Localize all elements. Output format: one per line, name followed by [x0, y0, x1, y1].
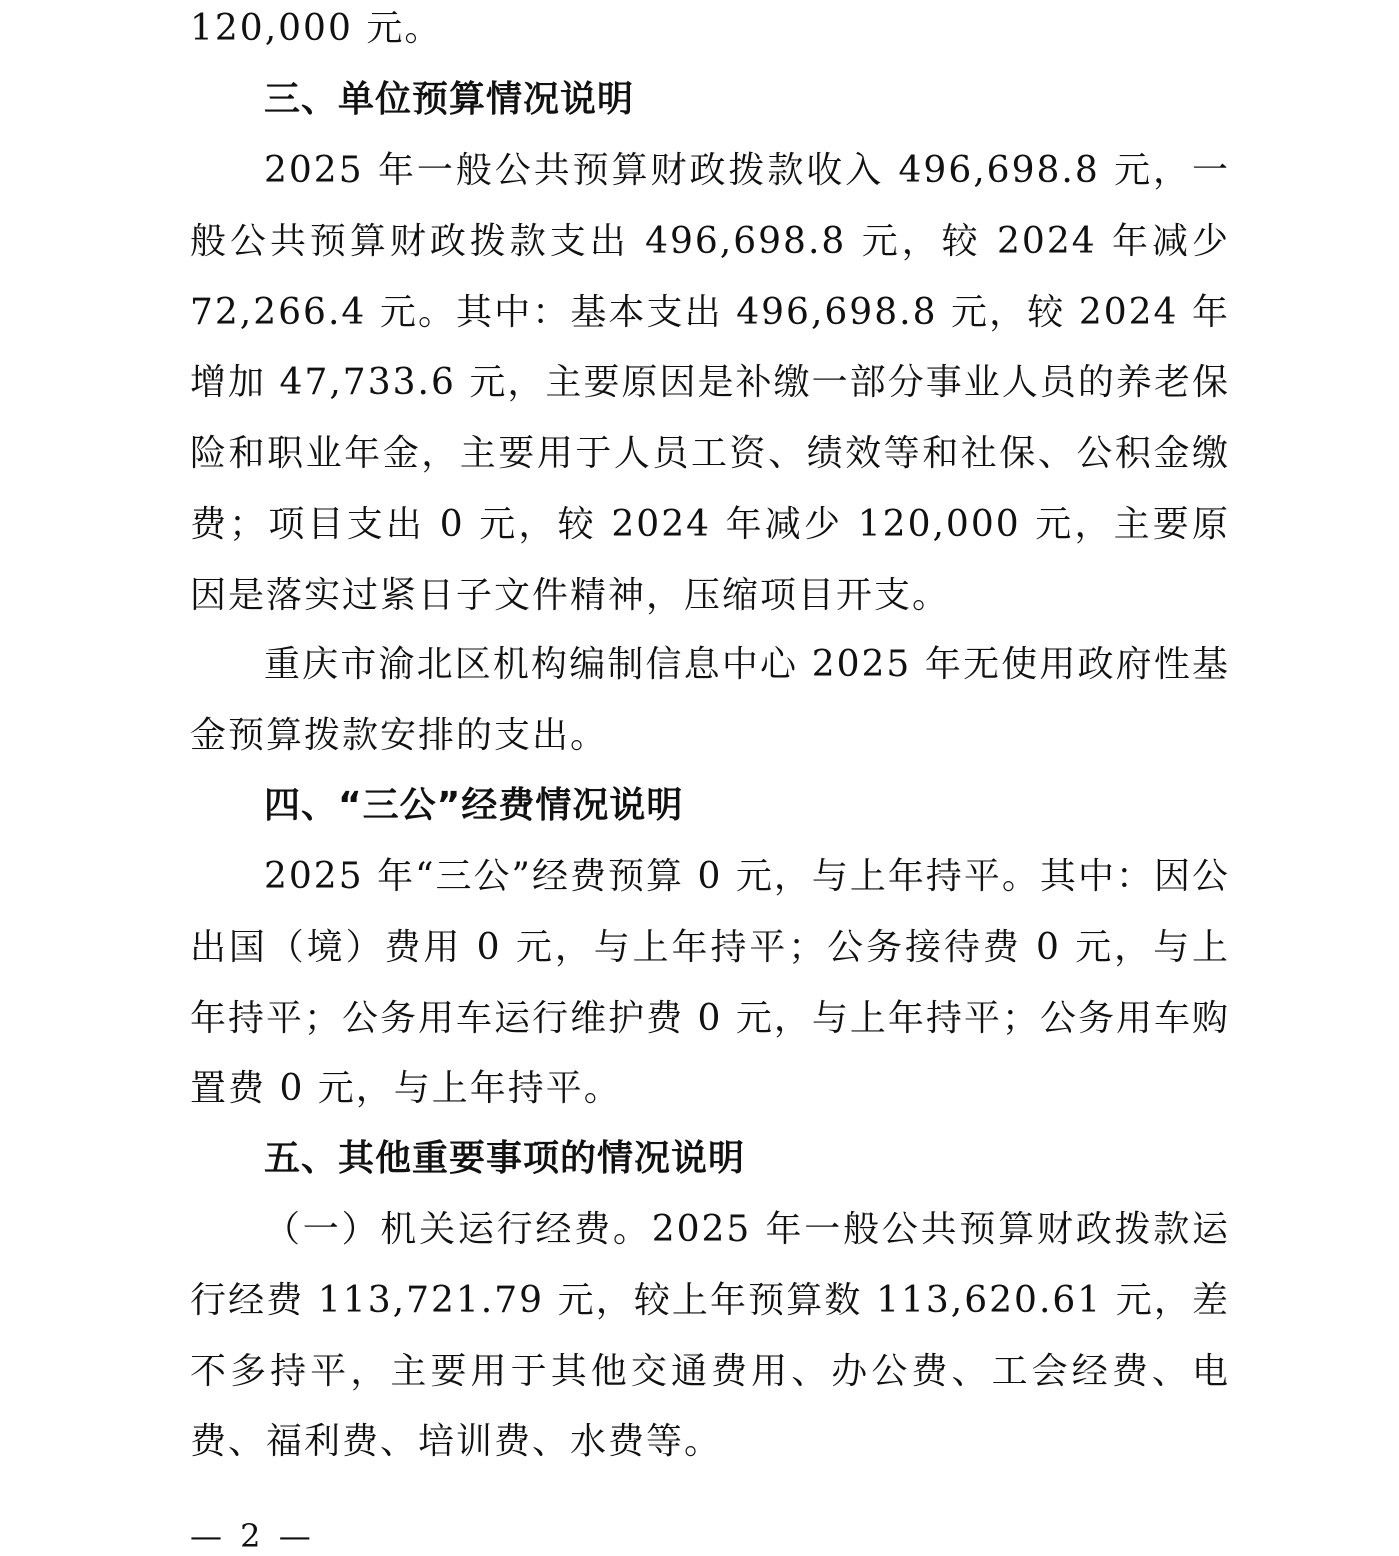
page-number: — 2 — [190, 1517, 315, 1555]
section-5-heading: 五、其他重要事项的情况说明 [264, 1138, 746, 1179]
section-4-paragraph-1: 2025 年“三公”经费预算 0 元，与上年持平。其中：因公出国（境）费用 0 元，与上年持平；公务接待费 0 元，与上年持平；公务用车运行维护费 0 元，与上年持平；公务用车购置费 0 元，与上年持平。 [190, 856, 1230, 1110]
section-3-paragraph-2: 重庆市渝北区机构编制信息中心 2025 年无使用政府性基金预算拨款安排的支出。 [190, 644, 1230, 756]
section-4-heading: 四、“三公”经费情况说明 [264, 785, 684, 826]
section-3-paragraph-1: 2025 年一般公共预算财政拨款收入 496,698.8 元，一般公共预算财政拨款支出 496,698.8 元，较 2024 年减少 72,266.4 元。其中：基本支出 496,698.8 元，较 2024 年增加 47,733.6 元，主要原因是补缴一部分事业人员的养老保险和职业年金，主要用于人员工资、绩效等和社保、公积金缴费；项目支出 0 元，较 2024 年减少 120,000 元，主要原因是落实过紧日子文件精神，压缩项目开支。 [190, 150, 1230, 616]
section-3-heading: 三、单位预算情况说明 [264, 79, 635, 120]
section-5-paragraph-1: （一）机关运行经费。2025 年一般公共预算财政拨款运行经费 113,721.79 元，较上年预算数 113,620.61 元，差不多持平，主要用于其他交通费用、办公费、工会经费、电费、福利费、培训费、水费等。 [190, 1209, 1230, 1463]
continuation-text: 120,000 元。 [190, 8, 443, 49]
